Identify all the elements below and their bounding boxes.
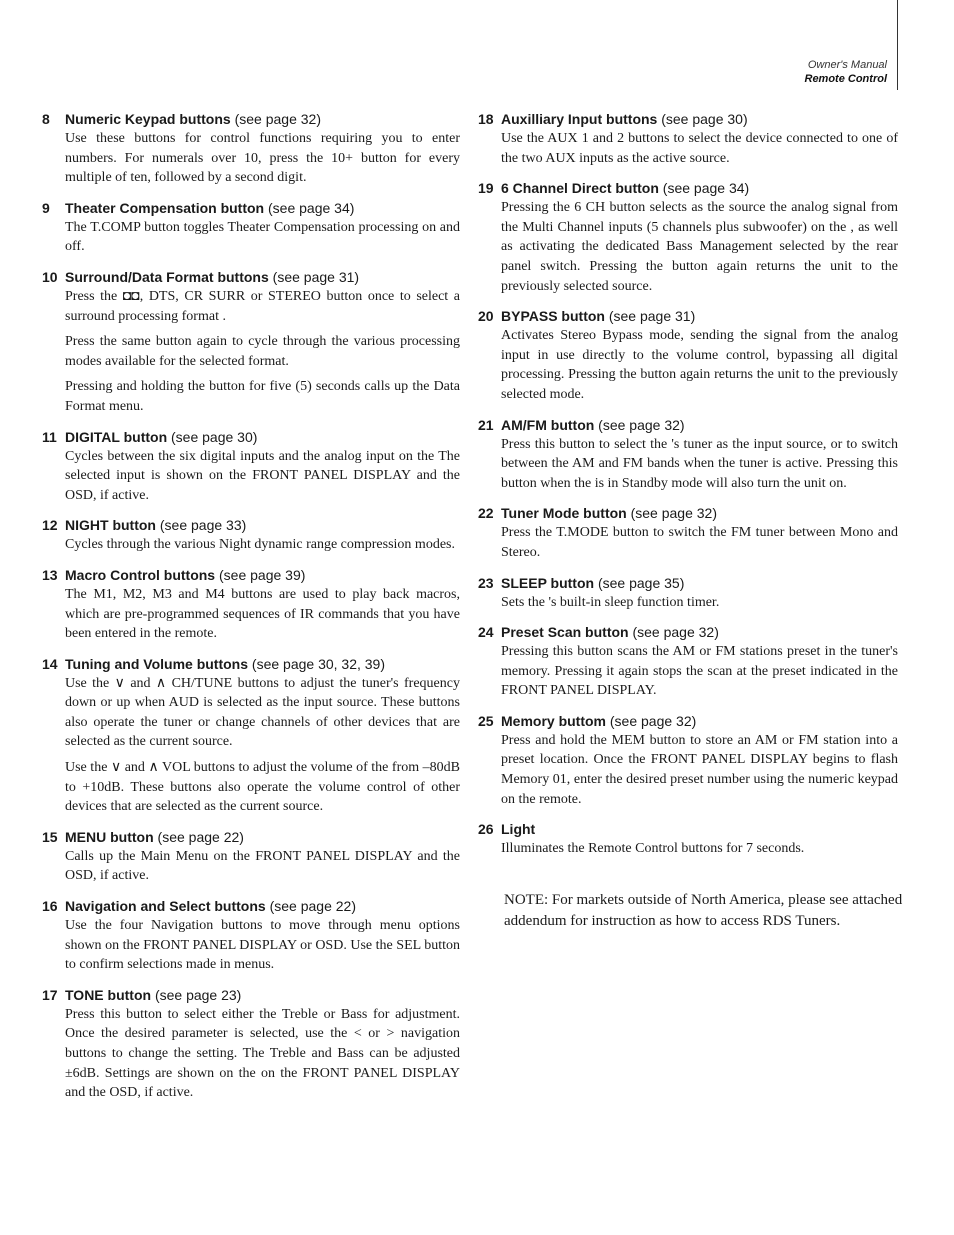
page-reference: (see page 30) xyxy=(657,111,748,127)
button-description-item xyxy=(42,566,460,644)
button-description-item xyxy=(42,199,460,257)
page-reference: (see page 30, 32, 39) xyxy=(248,655,386,672)
button-description-item xyxy=(42,828,460,886)
item-number: 15 xyxy=(42,828,58,845)
item-number: 12 xyxy=(42,517,58,534)
item-heading xyxy=(42,828,460,847)
item-title: Numeric Keypad buttons xyxy=(65,111,231,127)
item-title: Memory buttom xyxy=(501,712,606,729)
button-description-item xyxy=(42,986,460,1103)
section-title: Remote Control xyxy=(804,73,887,85)
item-number: 26 xyxy=(478,821,494,838)
item-heading xyxy=(478,179,898,198)
item-heading xyxy=(42,897,460,916)
item-description: Pressing this button scans the AM or FM stations preset in the tuner's memory. Pressing it again stops the scan at the preset indicated in the FRONT PANEL DISPLAY. xyxy=(501,644,898,699)
button-description-item xyxy=(478,623,898,701)
item-title: SLEEP button xyxy=(501,574,595,591)
page-reference: (see page 32) xyxy=(628,624,719,641)
button-description-item xyxy=(478,820,898,859)
item-heading xyxy=(42,986,460,1005)
item-heading xyxy=(478,416,898,435)
item-description: Press the T.MODE button to switch the FM tuner between Mono and Stereo. xyxy=(501,525,898,560)
item-description: Calls up the Main Menu on the FRONT PANEL DISPLAY and the OSD, if active. xyxy=(65,848,460,884)
item-number: 18 xyxy=(478,111,494,127)
item-title: Tuning and Volume buttons xyxy=(65,655,249,672)
page-reference: (see page 30) xyxy=(167,428,258,445)
item-description: Press the ◘◘, DTS, CR SURR or STEREO button once to select a surround processing format . xyxy=(65,288,460,324)
item-number: 11 xyxy=(42,428,57,445)
page-reference: (see page 34) xyxy=(264,199,355,216)
item-number: 14 xyxy=(42,655,58,672)
page-header xyxy=(805,58,888,86)
button-description-item xyxy=(42,428,460,506)
button-description-item xyxy=(478,416,898,494)
item-number: 17 xyxy=(42,986,58,1003)
item-heading xyxy=(478,504,898,523)
item-heading xyxy=(478,574,898,593)
button-description-item xyxy=(478,504,898,562)
item-title: Navigation and Select buttons xyxy=(65,898,266,915)
item-title: Macro Control buttons xyxy=(65,566,216,583)
item-number: 23 xyxy=(478,574,494,591)
item-number: 21 xyxy=(478,416,494,433)
manual-title: Owner's Manual xyxy=(807,59,887,71)
page-reference: (see page 32) xyxy=(594,416,685,433)
page-reference: (see page 22) xyxy=(265,898,356,915)
item-description: Illuminates the Remote Control buttons for 7 seconds. xyxy=(501,841,805,857)
page-reference: (see page 32) xyxy=(626,505,718,522)
button-description-item xyxy=(42,897,460,975)
item-description: Cycles through the various Night dynamic range compression modes. xyxy=(65,537,455,553)
item-description: Sets the 's built-in sleep function timer. xyxy=(501,594,720,610)
item-number: 25 xyxy=(478,712,494,729)
item-title: Theater Compensation button xyxy=(65,199,265,216)
page-reference: (see page 31) xyxy=(604,308,696,325)
item-heading xyxy=(42,199,460,218)
button-description-item xyxy=(478,179,898,296)
item-title: Preset Scan button xyxy=(501,624,629,641)
button-description-item xyxy=(42,655,460,817)
item-heading xyxy=(42,268,460,287)
item-heading xyxy=(478,307,898,326)
item-title: Tuner Mode button xyxy=(501,505,627,522)
page-reference: (see page 34) xyxy=(658,180,750,197)
item-number: 16 xyxy=(42,898,58,915)
item-description: The M1, M2, M3 and M4 buttons are used to play back macros, which are pre-programmed sequences of IR commands that you have been entered in the remote. xyxy=(65,586,460,642)
item-heading xyxy=(478,712,898,731)
button-description-item xyxy=(42,516,460,555)
item-heading xyxy=(478,110,898,129)
item-title: NIGHT button xyxy=(65,517,156,534)
button-description-item xyxy=(478,110,898,168)
button-description-item xyxy=(478,712,898,809)
item-description: Cycles between the six digital inputs and the analog input on the The selected input is shown on the FRONT PANEL DISPLAY and the OSD, if active. xyxy=(65,448,460,503)
item-number: 8 xyxy=(42,111,50,127)
item-description: Press and hold the MEM button to store an AM or FM station into a preset location. Once the FRONT PANEL DISPLAY begins to flash Memory 01, enter the desired preset number using the numeric keypad on the remote. xyxy=(501,732,898,807)
item-number: 9 xyxy=(42,199,50,216)
item-heading xyxy=(42,655,460,674)
item-title: BYPASS button xyxy=(501,308,605,325)
item-number: 13 xyxy=(42,566,58,583)
item-description: Press the same button again to cycle through the various processing modes available for the selected format. xyxy=(65,334,460,369)
item-heading xyxy=(478,820,898,839)
button-description-item xyxy=(42,110,460,188)
item-description: Use the four Navigation buttons to move through menu options shown on the FRONT PANEL DISPLAY or OSD. Use the SEL button to confirm selections made in menus. xyxy=(65,918,460,973)
page-reference: (see page 32) xyxy=(606,712,697,729)
item-title: 6 Channel Direct button xyxy=(501,180,659,197)
item-description: Use the ∨ and ∧ VOL buttons to adjust the volume of the from –80dB to +10dB. These buttons also operate the volume control of other devices that are selected as the current source. xyxy=(65,760,460,815)
page-reference: (see page 33) xyxy=(155,517,247,534)
item-heading xyxy=(42,566,460,585)
item-number: 20 xyxy=(478,308,494,325)
item-title: Light xyxy=(501,821,536,838)
item-heading xyxy=(42,428,460,447)
left-column xyxy=(42,110,460,1114)
item-description: Pressing the 6 CH button selects as the source the analog signal from the Multi Channel inputs (5 channels plus subwoofer) on the , as well as activating the dedicated Bass Management selected by the rear panel switch. Pressing the button again returns the unit to the previously selected source. xyxy=(501,200,898,294)
item-number: 24 xyxy=(478,624,494,641)
item-title: MENU button xyxy=(65,828,154,845)
page-reference: (see page 31) xyxy=(268,268,360,285)
right-column xyxy=(478,110,898,870)
button-description-item xyxy=(478,574,898,613)
page-reference: (see page 32) xyxy=(230,111,321,127)
item-description: Use the ∨ and ∧ CH/TUNE buttons to adjust the tuner's frequency down or up when AUD is selected as the input source. These buttons also operate the tuner or change channels of other devices that are selected as the current source. xyxy=(65,675,460,750)
item-title: DIGITAL button xyxy=(65,428,168,445)
page-reference: (see page 39) xyxy=(215,566,306,583)
item-heading xyxy=(42,516,460,535)
button-description-item xyxy=(478,307,898,404)
page-reference: (see page 35) xyxy=(594,574,685,591)
page-reference: (see page 22) xyxy=(153,828,244,845)
item-description: Use these buttons for control functions requiring you to enter numbers. For numerals over 10, press the 10+ button for every multiple of ten, followed by a second digit. xyxy=(65,131,460,186)
item-description: Pressing and holding the button for five (5) seconds calls up the Data Format menu. xyxy=(65,379,460,414)
item-description: Press this button to select either the Treble or Bass for adjustment. Once the desired parameter is selected, use the < or > navigation buttons to change the setting. The Treble and Bass can be adjusted ±6dB. Settings are shown on the on the FRONT PANEL DISPLAY and the OSD, if active. xyxy=(65,1006,460,1101)
item-number: 22 xyxy=(478,505,494,522)
item-description: Use the AUX 1 and 2 buttons to select the device connected to one of the two AUX inputs as the active source. xyxy=(501,131,898,166)
item-title: Surround/Data Format buttons xyxy=(65,268,269,285)
item-description: Press this button to select the 's tuner as the input source, or to switch between the AM and FM bands when the tuner is active. Pressing this button when the is in Standby mode will also turn the unit on. xyxy=(501,436,898,491)
header-rule xyxy=(897,0,898,90)
rds-note: NOTE: For markets outside of North America, please see attached addendum for instruction as how to access RDS Tuners. xyxy=(504,892,903,929)
item-description: Activates Stereo Bypass mode, sending the signal from the analog input in use directly to the volume control, bypassing all digital processing. Pressing the button again returns the unit to the previously selected mode. xyxy=(501,328,898,402)
item-heading xyxy=(42,110,460,129)
page-reference: (see page 23) xyxy=(151,986,242,1003)
item-title: AM/FM button xyxy=(501,416,595,433)
item-description: The T.COMP button toggles Theater Compensation processing on and off. xyxy=(65,219,460,255)
item-title: Auxilliary Input buttons xyxy=(501,111,658,127)
item-title: TONE button xyxy=(65,986,152,1003)
item-number: 10 xyxy=(42,268,58,285)
item-heading xyxy=(478,623,898,642)
button-description-item xyxy=(42,268,460,417)
item-number: 19 xyxy=(478,180,494,197)
